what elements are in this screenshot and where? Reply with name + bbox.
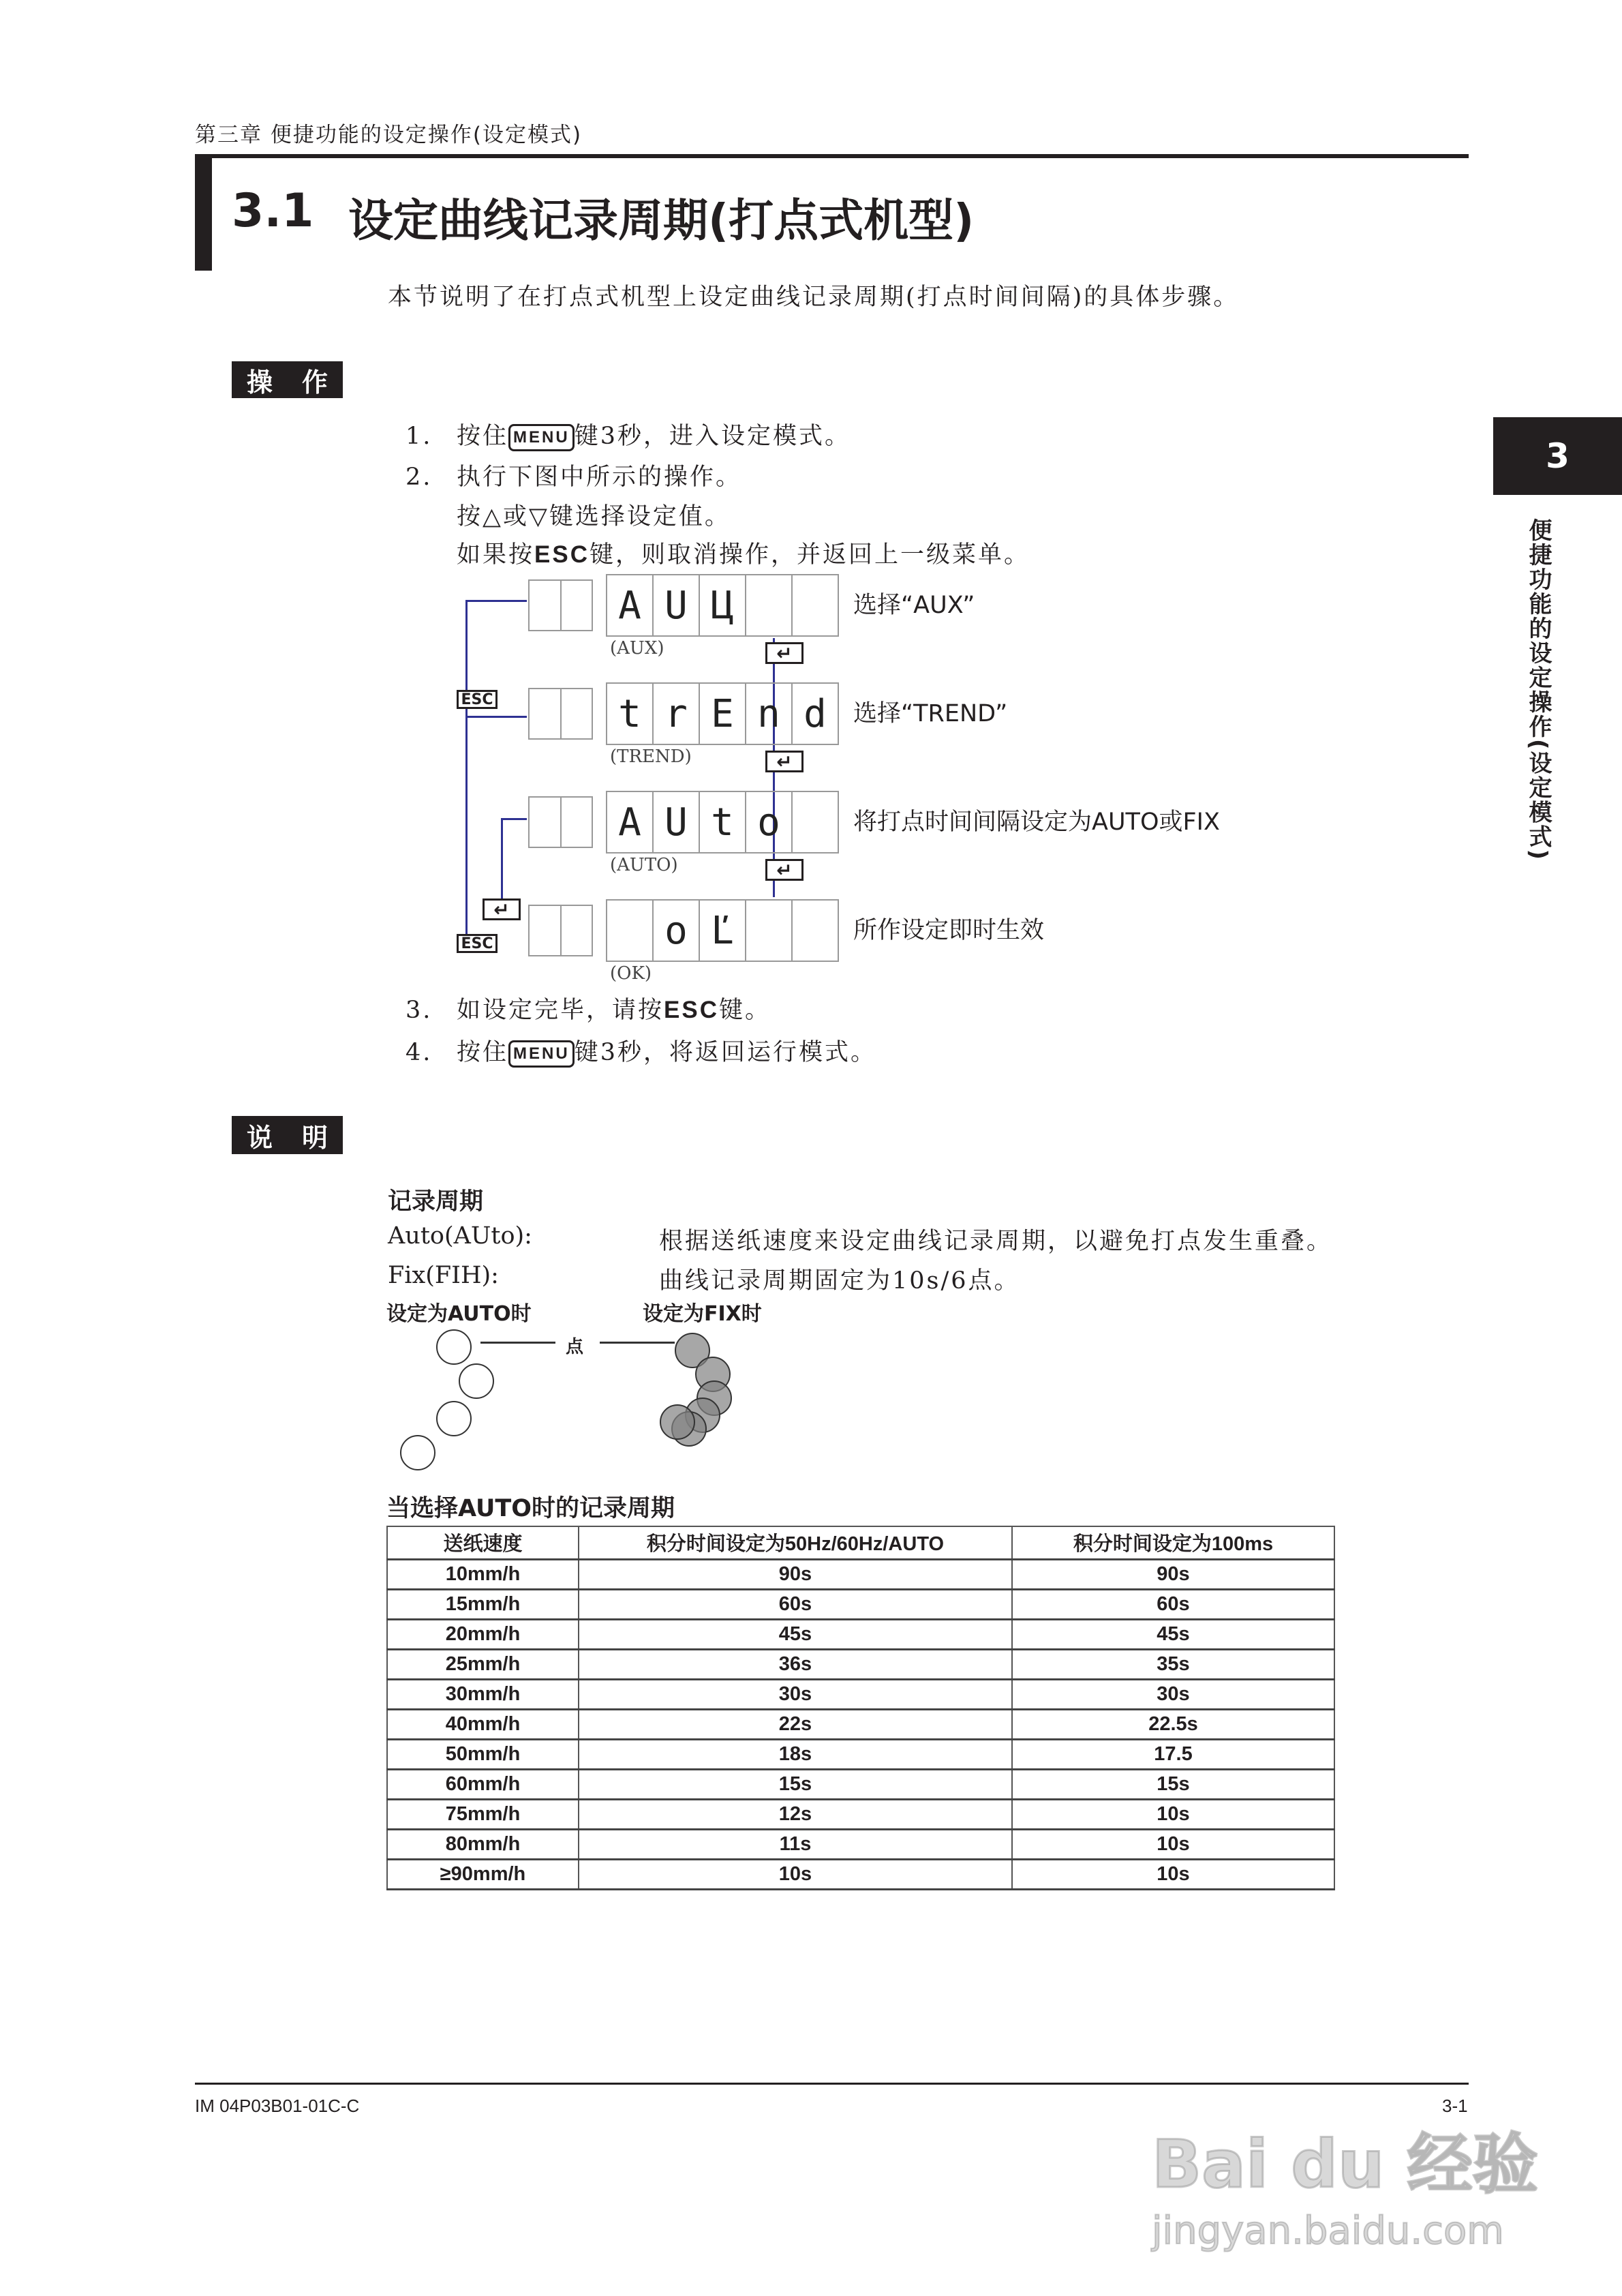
- step-2-sub-2: [457, 536, 1030, 570]
- step-label: 选择“AUX”: [853, 592, 975, 619]
- display-digit: t: [700, 792, 746, 852]
- main-display: [606, 899, 839, 962]
- auto-caption: 设定为AUTO时: [386, 1302, 532, 1326]
- table-cell: 22s: [579, 1709, 1012, 1739]
- table-cell: 30mm/h: [387, 1679, 579, 1709]
- table-row: [387, 1829, 1334, 1859]
- table-cell: ≥90mm/h: [387, 1859, 579, 1889]
- display-digit: [793, 901, 838, 961]
- table-row: [387, 1799, 1334, 1829]
- table-cell: 36s: [579, 1649, 1012, 1679]
- dot: [459, 1363, 494, 1399]
- display-cell: [530, 689, 562, 738]
- display-caption: (AUTO): [610, 855, 678, 875]
- display-caption: (OK): [610, 963, 652, 984]
- menu-key-icon: MENU: [508, 1040, 575, 1068]
- display-digit: E: [700, 684, 746, 744]
- sub-display: [528, 688, 593, 740]
- step-2: [406, 458, 741, 492]
- table-cell: 12s: [579, 1799, 1012, 1829]
- step-text: 执行下图中所示的操作。: [457, 464, 742, 491]
- step-number: 2.: [406, 464, 433, 491]
- table-cell: 10s: [579, 1859, 1012, 1889]
- chapter-header: 第三章 便捷功能的设定操作(设定模式): [195, 123, 583, 147]
- operation-label: [232, 361, 343, 398]
- step-number: 1.: [406, 423, 433, 450]
- table-cell: 10mm/h: [387, 1559, 579, 1589]
- display-digit: Ц: [700, 575, 746, 635]
- table-cell: 30s: [579, 1679, 1012, 1709]
- display-cell: [562, 906, 592, 955]
- display-cell: [530, 798, 562, 847]
- table-cell: 80mm/h: [387, 1829, 579, 1859]
- enter-line: [501, 818, 503, 900]
- sub-display: [528, 905, 593, 956]
- step-number: 3.: [406, 997, 433, 1024]
- enter-key-icon: ↵: [765, 751, 804, 772]
- menu-key-icon: MENU: [508, 424, 575, 451]
- table-cell: 15s: [1012, 1769, 1334, 1799]
- display-digit: A: [607, 575, 654, 635]
- table-cell: 60mm/h: [387, 1769, 579, 1799]
- table-cell: 60s: [1012, 1589, 1334, 1619]
- display-digit: [793, 575, 838, 635]
- footer-rule: [195, 2083, 1469, 2085]
- table-cell: 15mm/h: [387, 1589, 579, 1619]
- display-cell: [530, 581, 562, 630]
- step-text: 键3秒，进入设定模式。: [574, 423, 851, 450]
- table-cell: 30s: [1012, 1679, 1334, 1709]
- esc-line: [465, 600, 468, 949]
- step-1: [406, 417, 851, 451]
- auto-term: Auto(AUto):: [388, 1222, 532, 1250]
- table-cell: 10s: [1012, 1829, 1334, 1859]
- record-period-heading: 记录周期: [388, 1188, 484, 1215]
- table-cell: 50mm/h: [387, 1739, 579, 1769]
- arrow-line: [501, 818, 527, 820]
- down-key-icon: ▽: [528, 503, 549, 530]
- table-row: [387, 1679, 1334, 1709]
- step-text: 如果按: [457, 541, 535, 569]
- dot: [400, 1435, 435, 1470]
- section-title: 设定曲线记录周期(打点式机型): [348, 194, 975, 247]
- step-label: 将打点时间间隔设定为AUTO或FIX: [853, 809, 1220, 836]
- column-header: 送纸速度: [387, 1526, 579, 1559]
- step-3: [406, 991, 771, 1025]
- main-display: [606, 682, 839, 745]
- chapter-tab-text: 便捷功能的设定操作(设定模式): [1525, 518, 1552, 862]
- dot: [436, 1401, 472, 1436]
- display-digit: o: [746, 792, 793, 852]
- fix-caption: 设定为FIX时: [643, 1302, 762, 1326]
- display-digit: A: [607, 792, 654, 852]
- arrow-line: [465, 600, 527, 602]
- table-title: 当选择AUTO时的记录周期: [386, 1495, 675, 1522]
- table-cell: 45s: [1012, 1619, 1334, 1649]
- table-cell: 20mm/h: [387, 1619, 579, 1649]
- table-row: [387, 1859, 1334, 1889]
- step-text: 键3秒，将返回运行模式。: [574, 1039, 876, 1066]
- table-cell: 45s: [579, 1619, 1012, 1649]
- display-cell: [530, 906, 562, 955]
- table-cell: 22.5s: [1012, 1709, 1334, 1739]
- table-row: [387, 1769, 1334, 1799]
- fix-desc: 曲线记录周期固定为10s/6点。: [659, 1267, 1020, 1295]
- table-cell: 10s: [1012, 1859, 1334, 1889]
- step-text: 按: [457, 503, 483, 530]
- table-cell: 35s: [1012, 1649, 1334, 1679]
- step-2-sub-1: [457, 498, 731, 532]
- display-caption: (TREND): [610, 746, 692, 767]
- display-cell: [562, 581, 592, 630]
- table-cell: 90s: [1012, 1559, 1334, 1589]
- label-part: 说: [247, 1122, 273, 1153]
- step-text: 键选择设定值。: [549, 503, 731, 530]
- up-key-icon: △: [483, 503, 503, 530]
- esc-key-icon: ESC: [457, 690, 498, 709]
- arrow-line: [465, 716, 527, 718]
- enter-key-icon: ↵: [765, 859, 804, 881]
- step-label: 所作设定即时生效: [853, 917, 1045, 944]
- display-digit: [607, 901, 654, 961]
- enter-key-icon: ↵: [765, 642, 804, 664]
- display-cell: [562, 689, 592, 738]
- step-text: 或: [502, 503, 529, 530]
- display-digit: d: [804, 691, 827, 736]
- auto-desc: 根据送纸速度来设定曲线记录周期，以避免打点发生重叠。: [659, 1228, 1333, 1255]
- display-digit: Ľ: [700, 901, 746, 961]
- display-digit: U: [654, 792, 700, 852]
- arrow-right: [600, 1342, 675, 1344]
- esc-key-text: ESC: [664, 997, 719, 1023]
- table-row: [387, 1739, 1334, 1769]
- step-number: 4.: [406, 1039, 433, 1066]
- step-text: 按住: [457, 1039, 509, 1066]
- table-cell: 60s: [579, 1589, 1012, 1619]
- display-digit: [746, 901, 793, 961]
- table-cell: 90s: [579, 1559, 1012, 1589]
- main-display: [606, 791, 839, 854]
- column-header: 积分时间设定为100ms: [1012, 1526, 1334, 1559]
- display-digit: r: [654, 684, 700, 744]
- title-bar: [195, 158, 212, 271]
- intro-text: 本节说明了在打点式机型上设定曲线记录周期(打点时间间隔)的具体步骤。: [388, 284, 1240, 311]
- table-cell: 75mm/h: [387, 1799, 579, 1829]
- table-cell: 10s: [1012, 1799, 1334, 1829]
- step-text: 按住: [457, 423, 509, 450]
- display-digit: o: [654, 901, 700, 961]
- section-number: 3.1: [232, 184, 314, 238]
- step-text: 键，则取消操作，并返回上一级菜单。: [589, 541, 1030, 569]
- step-text: 键。: [718, 997, 771, 1024]
- esc-key-icon: ESC: [457, 934, 498, 953]
- display-digit: [746, 575, 793, 635]
- display-digit: U: [654, 575, 700, 635]
- explanation-label: [232, 1116, 343, 1154]
- record-period-table: [386, 1526, 1335, 1890]
- sub-display: [528, 796, 593, 848]
- main-display: [606, 574, 839, 637]
- label-part: 操: [247, 367, 273, 397]
- chapter-tab: 3: [1493, 417, 1622, 495]
- dot: [660, 1404, 695, 1440]
- table-row: [387, 1589, 1334, 1619]
- table-row: [387, 1709, 1334, 1739]
- table-cell: 15s: [579, 1769, 1012, 1799]
- display-cell: [562, 798, 592, 847]
- header-rule: [195, 154, 1469, 158]
- page-number: 3-1: [1442, 2096, 1468, 2116]
- fix-term: Fix(FIH):: [388, 1262, 499, 1289]
- sub-display: [528, 579, 593, 631]
- step-label: 选择“TREND”: [853, 700, 1008, 727]
- step-text: 如设定完毕，请按: [457, 997, 664, 1024]
- table-row: [387, 1619, 1334, 1649]
- label-part: 明: [301, 1122, 328, 1153]
- table-cell: 18s: [579, 1739, 1012, 1769]
- display-caption: (AUX): [610, 638, 664, 659]
- label-part: 作: [301, 367, 328, 397]
- dot: [436, 1329, 472, 1365]
- enter-key-icon: ↵: [483, 898, 521, 920]
- step-4: [406, 1033, 876, 1068]
- table-cell: 40mm/h: [387, 1709, 579, 1739]
- esc-key-text: ESC: [534, 541, 590, 568]
- table-cell: 17.5: [1012, 1739, 1334, 1769]
- display-digit: [793, 792, 838, 852]
- display-digit: n: [746, 684, 793, 744]
- dot-label: 点: [566, 1337, 584, 1357]
- table-header-row: [387, 1526, 1334, 1559]
- document-id: IM 04P03B01-01C-C: [195, 2096, 360, 2116]
- watermark-logo: Bai du 经验: [1152, 2126, 1538, 2203]
- display-digit: t: [607, 684, 654, 744]
- column-header: 积分时间设定为50Hz/60Hz/AUTO: [579, 1526, 1012, 1559]
- table-row: [387, 1649, 1334, 1679]
- arrow-left: [480, 1342, 555, 1344]
- table-row: [387, 1559, 1334, 1589]
- watermark-url: jingyan.baidu.com: [1152, 2209, 1504, 2253]
- table-cell: 25mm/h: [387, 1649, 579, 1679]
- table-cell: 11s: [579, 1829, 1012, 1859]
